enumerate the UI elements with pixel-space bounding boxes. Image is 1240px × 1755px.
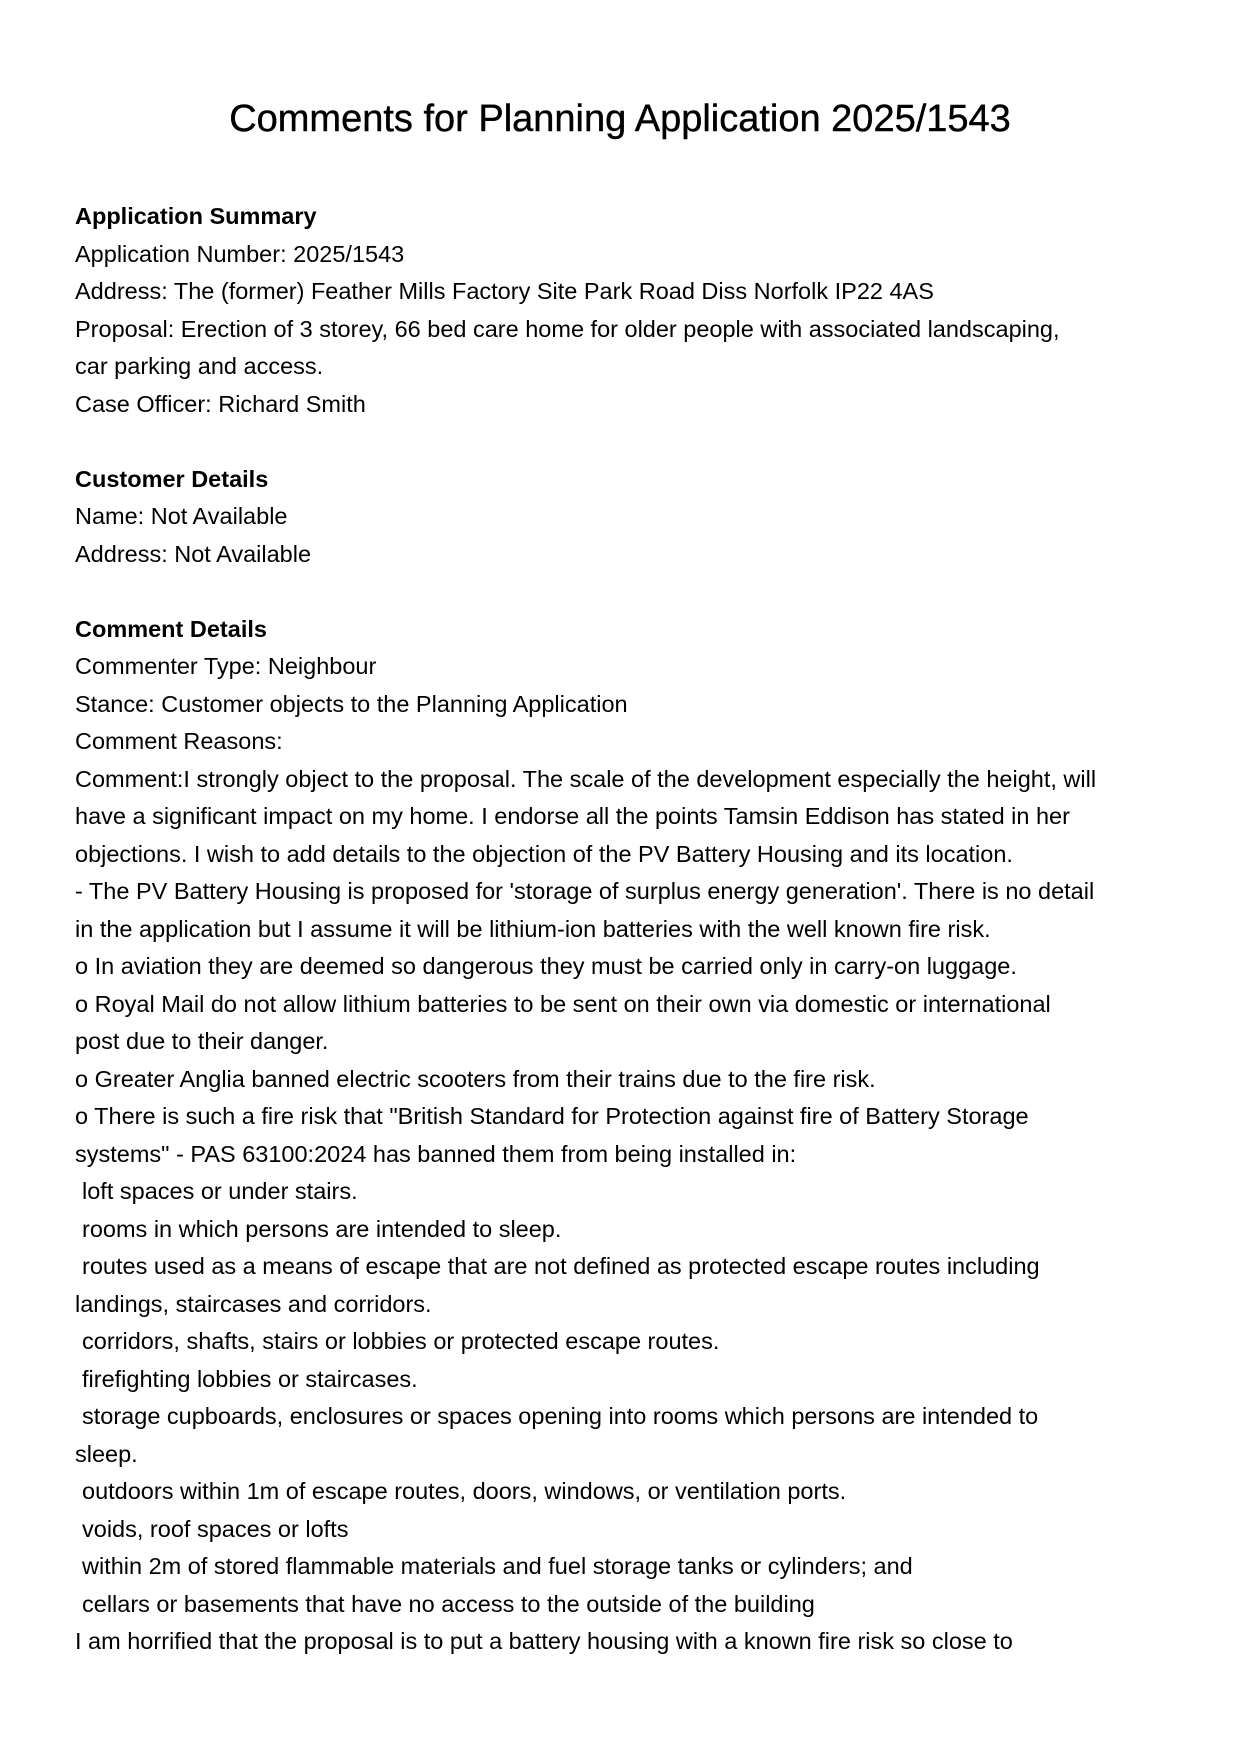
commenter-type-line: Commenter Type: Neighbour [75, 653, 377, 679]
proposal-line: Proposal: Erection of 3 storey, 66 bed care home for older people with associated landscaping, [75, 315, 1060, 342]
customer-details-heading: Customer Details [75, 465, 269, 492]
banned-location-item: rooms in which persons are intended to sleep. [82, 1215, 562, 1242]
application-number-line: Application Number: 2025/1543 [75, 240, 405, 267]
customer-address-line: Address: Not Available [75, 540, 312, 567]
comment-text-line: o Greater Anglia banned electric scooters from their trains due to the fire risk. [75, 1065, 876, 1092]
comment-details-section [75, 611, 1175, 1661]
banned-location-item: storage cupboards, enclosures or spaces opening into rooms which persons are intended to [82, 1403, 1039, 1429]
page-title: Comments for Planning Application 2025/1543 [229, 98, 1011, 140]
comment-text-line: in the application but I assume it will be lithium-ion batteries with the well known fire risk. [75, 915, 991, 942]
banned-location-item-cont: landings, staircases and corridors. [75, 1290, 432, 1317]
banned-location-item: within 2m of stored flammable materials and fuel storage tanks or cylinders; and [82, 1553, 913, 1579]
banned-location-item-cont: sleep. [75, 1440, 138, 1467]
proposal-line-cont: car parking and access. [75, 353, 324, 379]
comment-reasons-line: Comment Reasons: [75, 728, 283, 754]
application-summary-heading: Application Summary [75, 203, 317, 229]
customer-name-line: Name: Not Available [75, 503, 288, 529]
address-line: Address: The (former) Feather Mills Factory Site Park Road Diss Norfolk IP22 4AS [75, 278, 934, 304]
customer-details-section [75, 461, 1175, 574]
closing-comment-line: I am horrified that the proposal is to put a battery housing with a known fire risk so close to [75, 1628, 1013, 1654]
application-summary-section [75, 198, 1175, 423]
banned-location-item: firefighting lobbies or staircases. [82, 1365, 418, 1392]
stance-line: Stance: Customer objects to the Planning Application [75, 690, 628, 717]
document-body [75, 198, 1175, 1661]
comment-text-line: post due to their danger. [75, 1028, 329, 1054]
comment-details-heading: Comment Details [75, 615, 267, 642]
section-spacer [75, 573, 1175, 611]
comment-text-line: Comment:I strongly object to the proposal. The scale of the development especially the height, will [75, 765, 1097, 792]
comment-text-line: have a significant impact on my home. I endorse all the points Tamsin Eddison has stated in her [75, 803, 1070, 829]
banned-location-item: cellars or basements that have no access to the outside of the building [82, 1590, 815, 1617]
comment-text-line: o In aviation they are deemed so dangerous they must be carried only in carry-on luggage. [75, 953, 1017, 979]
comment-text-line: o Royal Mail do not allow lithium batteries to be sent on their own via domestic or international [75, 990, 1051, 1017]
banned-location-item: loft spaces or under stairs. [82, 1178, 358, 1204]
comment-text-line: objections. I wish to add details to the objection of the PV Battery Housing and its location. [75, 840, 1013, 867]
case-officer-line: Case Officer: Richard Smith [75, 390, 366, 417]
banned-location-item: voids, roof spaces or lofts [82, 1515, 349, 1542]
comment-text-line: - The PV Battery Housing is proposed for 'storage of surplus energy generation'. There is no detail [75, 878, 1095, 904]
section-spacer [75, 423, 1175, 461]
banned-location-item: corridors, shafts, stairs or lobbies or protected escape routes. [82, 1328, 720, 1354]
comment-text-line: systems" - PAS 63100:2024 has banned them from being installed in: [75, 1140, 797, 1167]
banned-location-item: outdoors within 1m of escape routes, doors, windows, or ventilation ports. [82, 1478, 847, 1504]
banned-location-item: routes used as a means of escape that are not defined as protected escape routes including [82, 1253, 1040, 1279]
comment-text-line: o There is such a fire risk that "British Standard for Protection against fire of Battery Storage [75, 1103, 1029, 1129]
